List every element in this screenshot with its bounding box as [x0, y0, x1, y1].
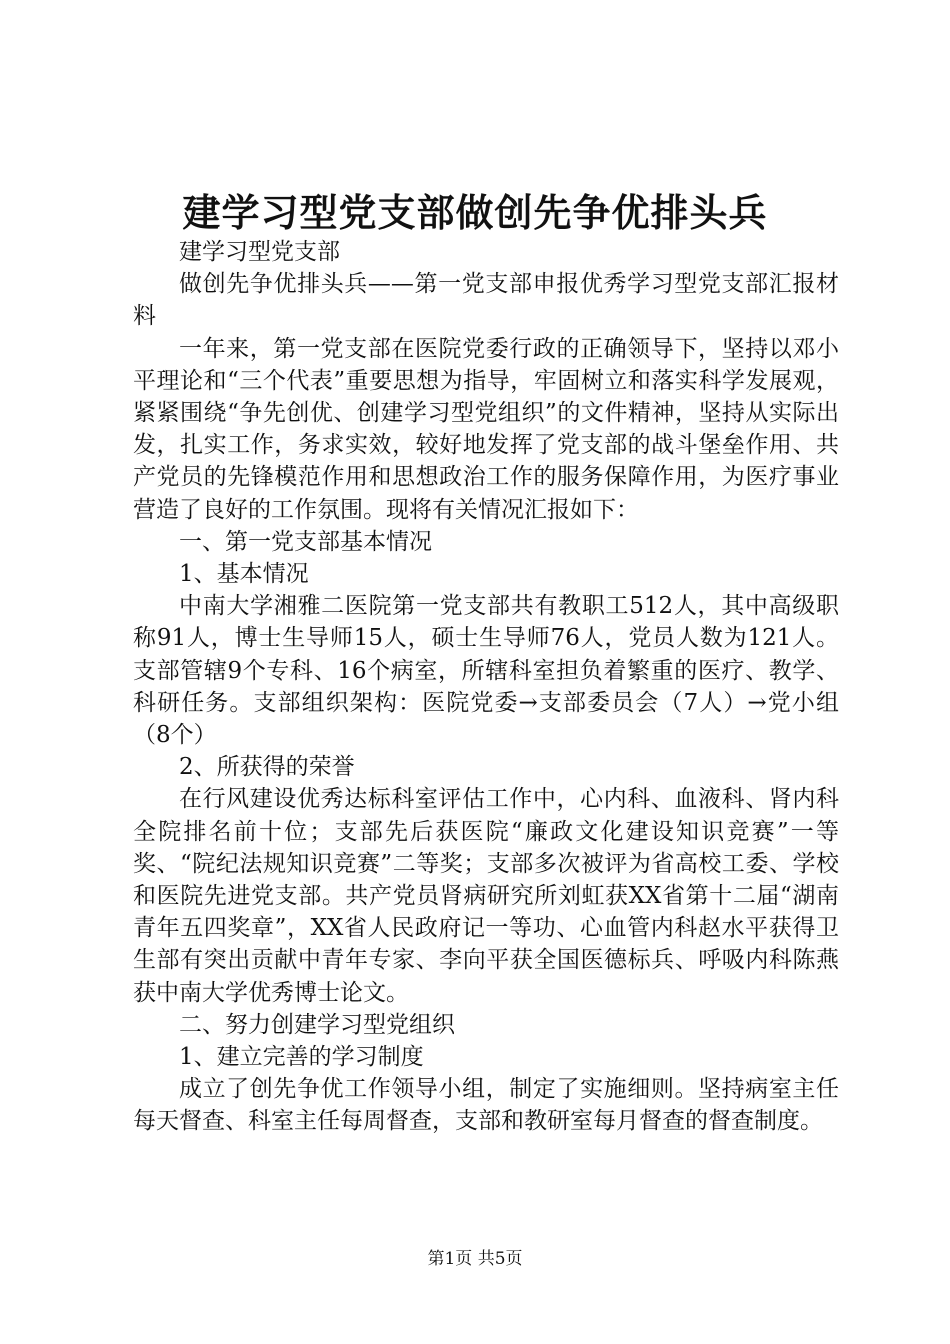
paragraph-intro: 一年来，第一党支部在医院党委行政的正确领导下，坚持以邓小平理论和“三个代表”重要思想为指导，牢固树立和落实科学发展观，紧紧围绕“争先创优、创建学习型党组织”的文件精神，坚持从实际出发，扎实工作，务求实效，较好地发挥了党支部的战斗堡垒作用、共产党员的先锋模范作用和思想政治工作的服务保障作用，为医疗事业营造了良好的工作氛围。现将有关情况汇报如下： [133, 335, 839, 523]
document-body [133, 236, 839, 1138]
subsection-heading-1-2: 2、所获得的荣誉 [179, 754, 355, 781]
paragraph-heading-2: 做创先争优排头兵——第一党支部申报优秀学习型党支部汇报材料 [133, 271, 839, 330]
paragraph-basic-info: 中南大学湘雅二医院第一党支部共有教职工512人，其中高级职称91人，博士生导师15人，硕士生导师76人，党员人数为121人。支部管辖9个专科、16个病室，所辖科室担负着繁重的医疗、教学、科研任务。支部组织架构：医院党委→支部委员会（7人）→党小组（8个） [133, 593, 839, 749]
subsection-heading-2-1: 1、建立完善的学习制度 [179, 1044, 424, 1071]
section-heading-2: 二、努力创建学习型党组织 [179, 1011, 455, 1038]
page-footer: 第1页 共5页 [427, 1249, 523, 1269]
paragraph-honors: 在行风建设优秀达标科室评估工作中，心内科、血液科、肾内科全院排名前十位；支部先后获医院“廉政文化建设知识竞赛”一等奖、“院纪法规知识竞赛”二等奖；支部多次被评为省高校工委、学校和医院先进党支部。共产党员肾病研究所刘虹获XX省第十二届“湖南青年五四奖章”，XX省人民政府记一等功、心血管内科赵水平获得卫生部有突出贡献中青年专家、李向平获全国医德标兵、呼吸内科陈燕获中南大学优秀博士论文。 [133, 786, 839, 1006]
paragraph-study-system: 成立了创先争优工作领导小组，制定了实施细则。坚持病室主任每天督查、科室主任每周督查，支部和教研室每月督查的督查制度。 [133, 1076, 839, 1135]
document-title: 建学习型党支部做创先争优排头兵 [182, 190, 768, 235]
section-heading-1: 一、第一党支部基本情况 [179, 528, 432, 555]
subsection-heading-1-1: 1、基本情况 [179, 561, 309, 588]
paragraph-heading-1: 建学习型党支部 [179, 239, 340, 265]
